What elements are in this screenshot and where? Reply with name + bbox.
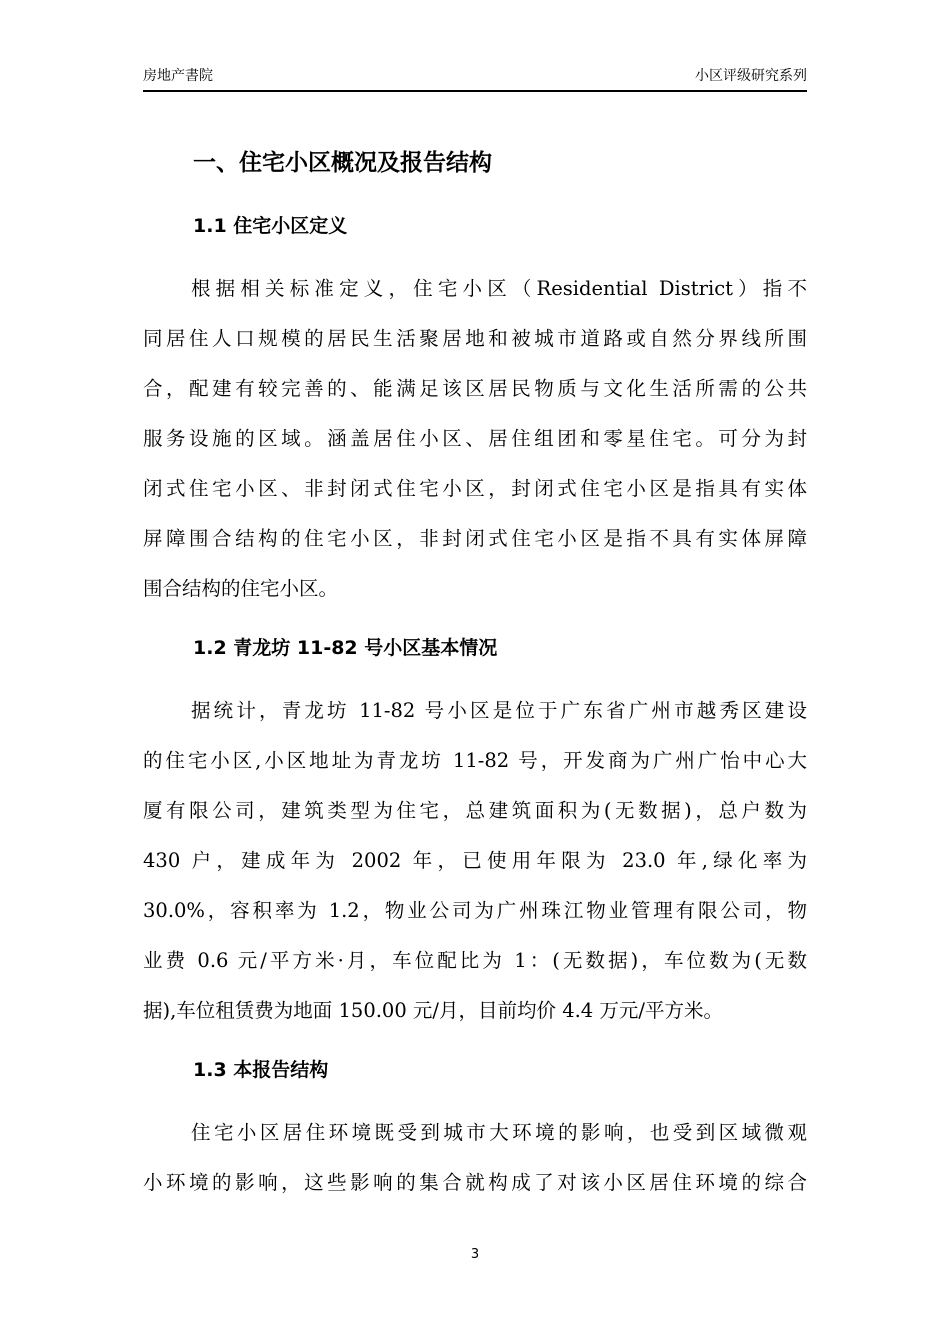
- text-line: 的住宅小区,小区地址为青龙坊 11-82 号，开发商为广州广怡中心大: [143, 749, 807, 772]
- text-line: 据统计，青龙坊 11-82 号小区是位于广东省广州市越秀区建设: [191, 699, 807, 722]
- text-line: 合，配建有较完善的、能满足该区居民物质与文化生活所需的公共: [143, 377, 807, 400]
- text-line: 服务设施的区域。涵盖居住小区、居住组团和零星住宅。可分为封: [143, 427, 807, 450]
- header-publisher: 房地产書院: [143, 68, 213, 84]
- section-1-1-paragraph: [143, 274, 807, 624]
- section-1-3-paragraph: [143, 1118, 807, 1218]
- header-series-title: 小区评级研究系列: [695, 68, 807, 84]
- text-line: 小环境的影响，这些影响的集合就构成了对该小区居住环境的综合: [143, 1171, 807, 1194]
- text-line: 厦有限公司，建筑类型为住宅，总建筑面积为(无数据)，总户数为: [143, 799, 807, 822]
- chapter-title: 一、住宅小区概况及报告结构: [193, 150, 492, 176]
- text-line: 围合结构的住宅小区。: [143, 577, 339, 600]
- section-heading-1-2: 1.2 青龙坊 11-82 号小区基本情况: [193, 637, 498, 659]
- text-line: 根据相关标准定义，住宅小区（Residential District）指不: [191, 277, 807, 300]
- text-line: 业费 0.6 元/平方米·月，车位配比为 1：(无数据)，车位数为(无数: [143, 949, 807, 972]
- text-line: 住宅小区居住环境既受到城市大环境的影响，也受到区域微观: [191, 1121, 807, 1144]
- page-number: 3: [470, 1247, 480, 1262]
- text-line: 30.0%，容积率为 1.2，物业公司为广州珠江物业管理有限公司，物: [143, 899, 807, 922]
- text-line: 同居住人口规模的居民生活聚居地和被城市道路或自然分界线所围: [143, 327, 807, 350]
- section-heading-1-3: 1.3 本报告结构: [193, 1059, 329, 1081]
- page-header: [143, 66, 807, 92]
- text-line: 据),车位租赁费为地面 150.00 元/月，目前均价 4.4 万元/平方米。: [143, 999, 723, 1022]
- text-line: 闭式住宅小区、非封闭式住宅小区，封闭式住宅小区是指具有实体: [143, 477, 807, 500]
- text-line: 430 户，建成年为 2002 年，已使用年限为 23.0 年,绿化率为: [143, 849, 807, 872]
- section-1-2-paragraph: [143, 696, 807, 1046]
- section-heading-1-1: 1.1 住宅小区定义: [193, 215, 348, 237]
- text-line: 屏障围合结构的住宅小区，非封闭式住宅小区是指不具有实体屏障: [143, 527, 807, 550]
